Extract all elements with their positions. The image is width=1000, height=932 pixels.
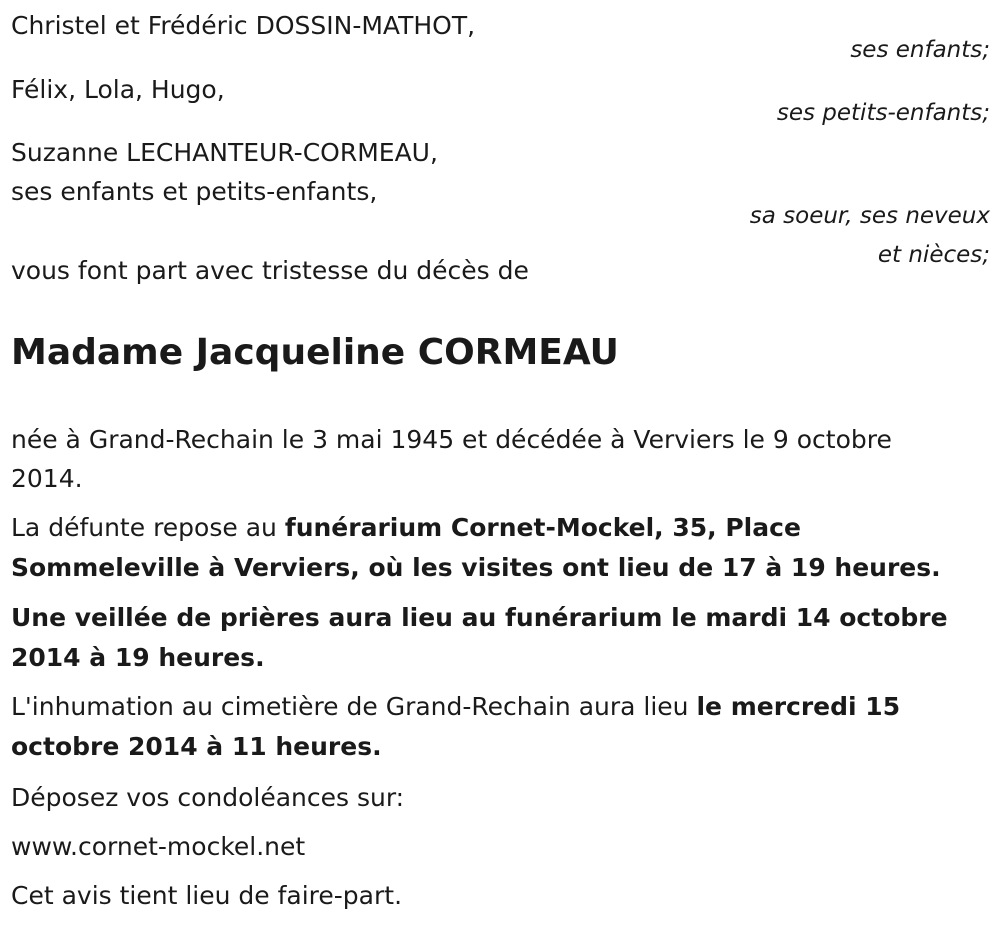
deceased-name: Madame Jacqueline CORMEAU: [11, 332, 619, 373]
burial-prefix: L'inhumation au cimetière de Grand-Rechain aura lieu: [11, 692, 697, 721]
burial-date-part2: octobre 2014 à 11 heures.: [11, 732, 382, 761]
grandchildren-role: ses petits-enfants;: [776, 100, 990, 126]
sister-family: ses enfants et petits-enfants,: [11, 177, 378, 206]
birth-death-line1: née à Grand-Rechain le 3 mai 1945 et décédée à Verviers le 9 octobre: [11, 425, 892, 454]
sister-name: Suzanne LECHANTEUR-CORMEAU,: [11, 138, 438, 167]
birth-death-line2: 2014.: [11, 464, 83, 493]
grandchildren-names: Félix, Lola, Hugo,: [11, 75, 225, 104]
children-role: ses enfants;: [850, 37, 990, 63]
burial-line2: [11, 727, 382, 767]
website-link[interactable]: www.cornet-mockel.net: [11, 832, 306, 861]
sister-role-line2: et nièces;: [877, 242, 990, 268]
closing-note: Cet avis tient lieu de faire-part.: [11, 881, 403, 910]
vigil-line1: [11, 598, 948, 638]
repose-line2: [11, 548, 941, 588]
visiting-hours: Sommeleville à Verviers, où les visites ont lieu de 17 à 19 heures.: [11, 553, 941, 582]
announcement: vous font part avec tristesse du décès de: [11, 256, 529, 285]
repose-prefix: La défunte repose au: [11, 513, 285, 542]
burial-line1: [11, 687, 900, 727]
burial-date-part1: le mercredi 15: [696, 692, 901, 721]
funeral-home-address: funérarium Cornet-Mockel, 35, Place: [284, 513, 801, 542]
repose-line1: [11, 508, 801, 548]
vigil-date: 2014 à 19 heures.: [11, 643, 265, 672]
children-names: Christel et Frédéric DOSSIN-MATHOT,: [11, 11, 476, 40]
sister-role-line1: sa soeur, ses neveux: [749, 203, 990, 229]
vigil-line2: [11, 638, 265, 678]
condolences-label: Déposez vos condoléances sur:: [11, 783, 405, 812]
vigil-text: Une veillée de prières aura lieu au funérarium le mardi 14 octobre: [11, 603, 948, 632]
